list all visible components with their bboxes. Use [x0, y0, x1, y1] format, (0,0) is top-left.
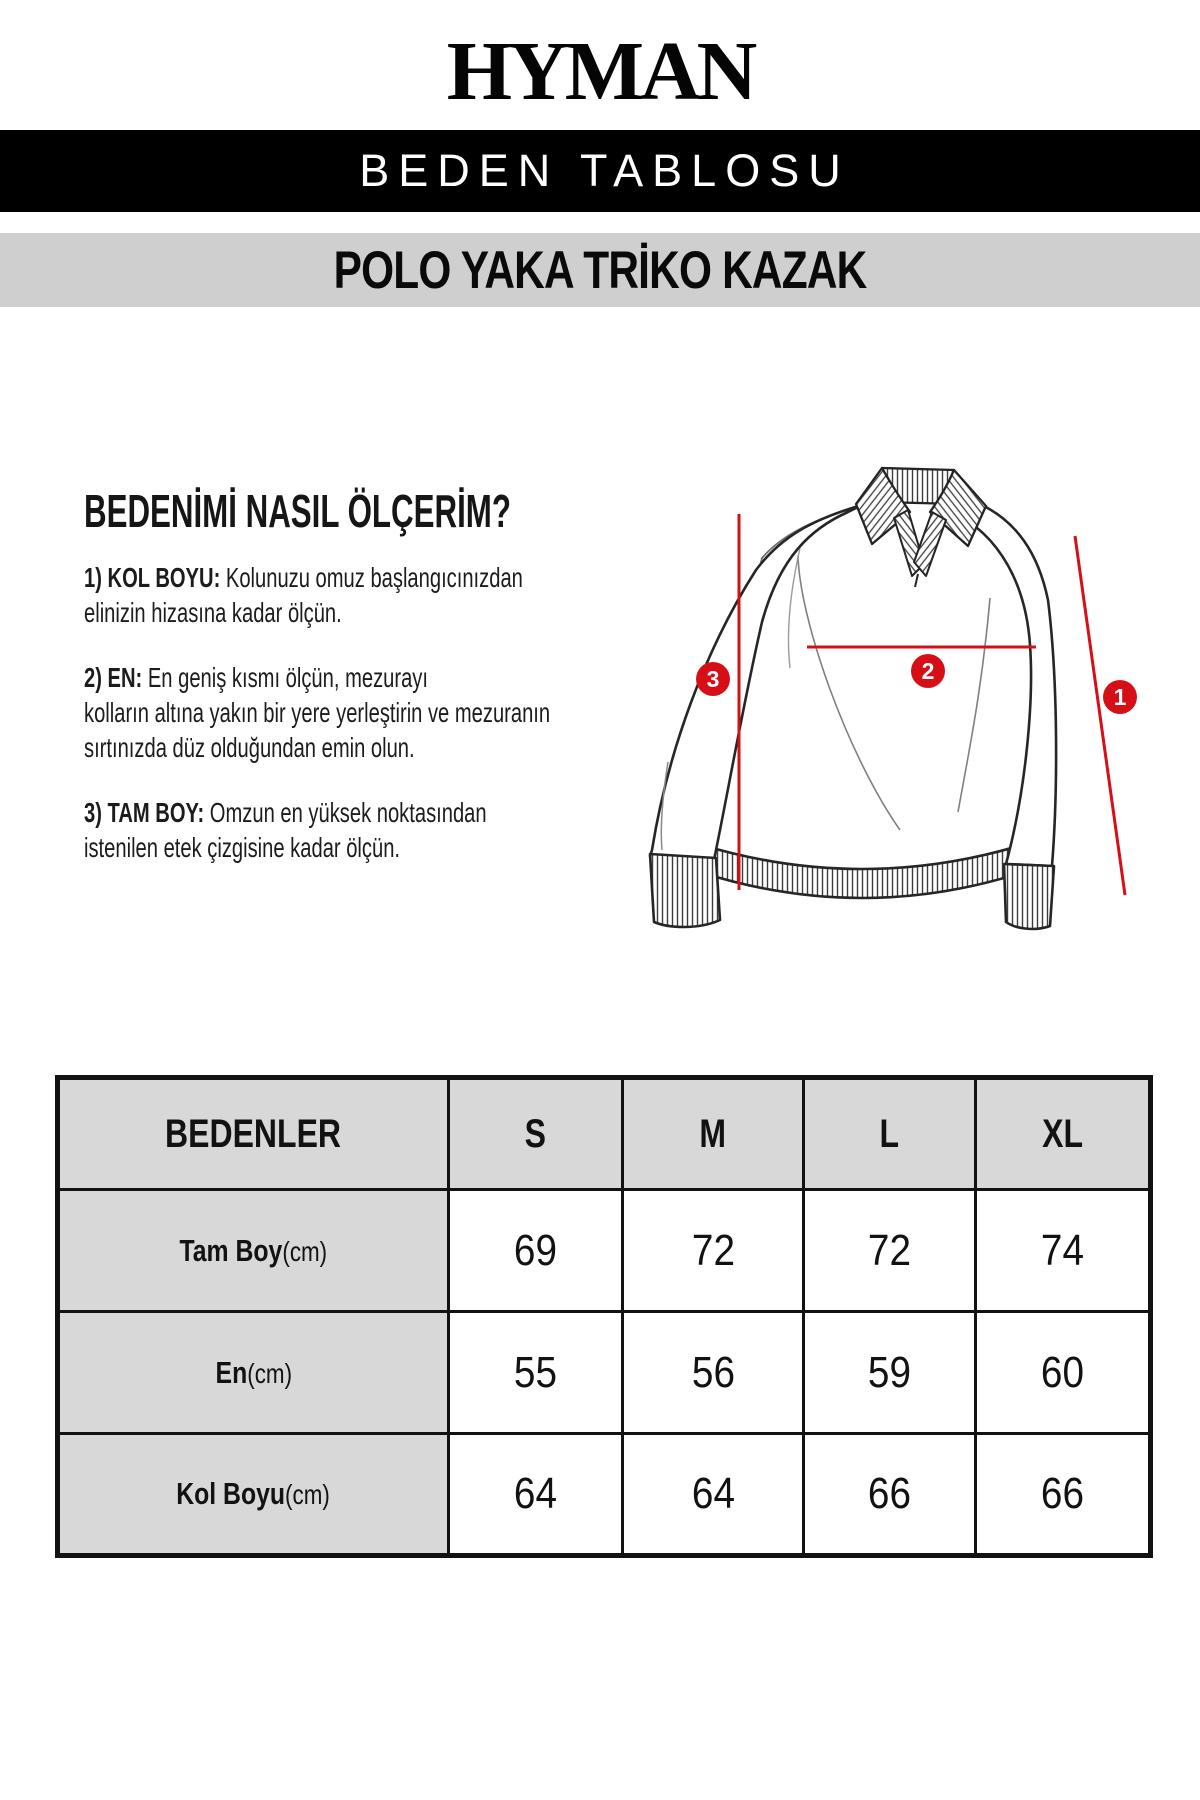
tam-boy-s	[449, 1190, 623, 1312]
row-label-en-unit: (cm)	[246, 1357, 292, 1389]
header-size-xl-text: XL	[1042, 1111, 1083, 1156]
en-xl-value: 60	[1040, 1347, 1085, 1397]
tam-boy-l	[804, 1190, 976, 1312]
en-m-value: 56	[691, 1347, 735, 1397]
instruction-kol-boyu-text: Kolunuzu omuz başlangıcınızdan	[220, 562, 523, 593]
table-row-en	[58, 1312, 1151, 1434]
kol-boyu-m-value: 64	[691, 1469, 735, 1518]
tam-boy-m-value: 72	[691, 1225, 735, 1275]
instruction-tam-boy-text: Omzun en yüksek noktasından	[204, 797, 487, 828]
kol-boyu-s	[449, 1434, 623, 1556]
row-label-en-text: En	[215, 1354, 247, 1390]
header-size-m-text: M	[699, 1111, 727, 1156]
kol-boyu-l-value: 66	[867, 1469, 912, 1518]
instruction-en-line3: sırtınızda düz olduğundan emin olun.	[84, 732, 415, 763]
title-bar-text: BEDEN TABLOSU	[359, 145, 850, 196]
product-title: POLO YAKA TRİKO KAZAK	[333, 240, 867, 300]
header-size-s-text: S	[524, 1111, 547, 1156]
instruction-kol-boyu-line2: elinizin hizasına kadar ölçün.	[84, 597, 342, 628]
instructions-heading: BEDENİMİ NASIL ÖLÇERİM?	[84, 485, 511, 537]
header-size-m	[623, 1078, 804, 1190]
product-bar	[0, 233, 1200, 307]
tam-boy-s-value: 69	[513, 1225, 558, 1275]
marker-1-label: 1	[1113, 684, 1127, 710]
en-m	[623, 1312, 804, 1434]
tam-boy-l-value: 72	[867, 1225, 912, 1275]
en-xl	[976, 1312, 1151, 1434]
row-label-kol-boyu-unit: (cm)	[285, 1479, 331, 1510]
instruction-en-label: 2) EN:	[84, 662, 143, 693]
kol-boyu-xl-value: 66	[1040, 1469, 1085, 1518]
en-s-value: 55	[513, 1347, 558, 1397]
row-label-tam-boy-text: Tam Boy	[179, 1232, 283, 1268]
header-size-xl	[976, 1078, 1151, 1190]
table-row-tam-boy	[58, 1190, 1151, 1312]
instruction-tam-boy-line2: istenilen etek çizgisine kadar ölçün.	[84, 832, 401, 863]
sleeve-measure-line	[1075, 536, 1125, 895]
instruction-tam-boy-label: 3) TAM BOY:	[84, 797, 205, 828]
row-label-tam-boy	[58, 1190, 449, 1312]
marker-3-label: 3	[706, 666, 720, 692]
header-size-s	[449, 1078, 623, 1190]
instruction-en	[84, 660, 631, 765]
header-bedenler	[58, 1078, 449, 1190]
tam-boy-xl-value: 74	[1040, 1225, 1085, 1275]
kol-boyu-xl	[976, 1434, 1151, 1556]
en-l-value: 59	[867, 1347, 912, 1397]
kol-boyu-s-value: 64	[513, 1469, 558, 1518]
en-s	[449, 1312, 623, 1434]
header-size-l	[804, 1078, 976, 1190]
header-size-l-text: L	[879, 1111, 900, 1156]
header-bedenler-text: BEDENLER	[165, 1111, 342, 1156]
tam-boy-m	[623, 1190, 804, 1312]
kol-boyu-l	[804, 1434, 976, 1556]
instruction-en-line2: kolların altına yakın bir yere yerleştirin ve mezuranın	[84, 697, 551, 728]
brand-logo: HYMAN	[446, 25, 754, 118]
row-label-kol-boyu-text: Kol Boyu	[176, 1476, 286, 1511]
row-label-tam-boy-unit: (cm)	[282, 1235, 328, 1267]
instruction-kol-boyu-label: 1) KOL BOYU:	[84, 562, 221, 593]
title-bar	[0, 130, 1200, 212]
sweater-measure-diagram	[580, 430, 1160, 950]
instruction-en-text: En geniş kısmı ölçün, mezurayı	[142, 662, 428, 693]
en-l	[804, 1312, 976, 1434]
row-label-en	[58, 1312, 449, 1434]
instruction-tam-boy	[84, 795, 631, 865]
instruction-kol-boyu	[84, 560, 631, 630]
tam-boy-xl	[976, 1190, 1151, 1312]
table-row-kol-boyu	[58, 1434, 1151, 1556]
size-table	[55, 1075, 1153, 1558]
size-table-header-row	[58, 1078, 1151, 1190]
sweater-illustration	[650, 468, 1056, 929]
marker-2-label: 2	[921, 658, 935, 684]
row-label-kol-boyu	[58, 1434, 449, 1556]
kol-boyu-m	[623, 1434, 804, 1556]
